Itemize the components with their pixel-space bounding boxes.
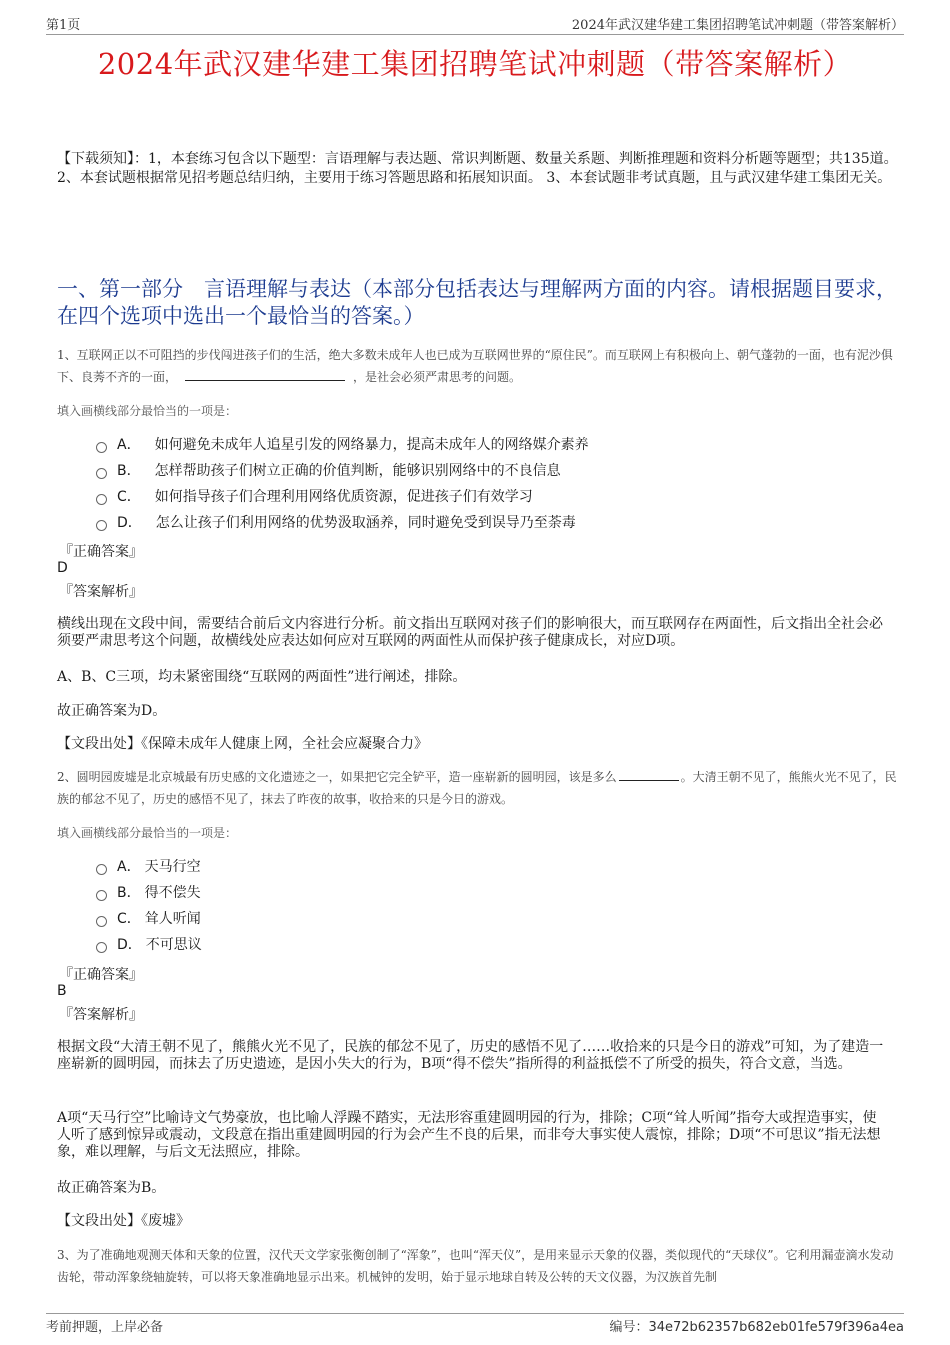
question-2-text-after: 。大清王朝不见了，熊熊火光不见了，民族的郁忿不见了，历史的感悟不见了，抹去了昨夜的故事，收拾来的只是今日的游戏。 bbox=[57, 770, 897, 806]
question-2-prompt: 填入画横线部分最恰当的一项是： bbox=[57, 826, 238, 840]
question-2-option-c[interactable] bbox=[96, 906, 876, 932]
question-1-source: 【文段出处】《保障未成年人健康上网，全社会应凝聚合力》 bbox=[57, 736, 428, 752]
question-2-blank bbox=[619, 768, 679, 781]
question-2-text bbox=[57, 766, 899, 810]
question-2-source: 【文段出处】《废墟》 bbox=[57, 1213, 190, 1229]
question-1-text-after: ，是社会必须严肃思考的问题。 bbox=[353, 370, 522, 384]
radio-icon[interactable] bbox=[96, 494, 107, 505]
radio-icon[interactable] bbox=[96, 442, 107, 453]
question-2-option-a[interactable] bbox=[96, 854, 876, 880]
question-2-analysis-1: 根据文段“大清王朝不见了，熊熊火光不见了，民族的郁忿不见了，历史的感悟不见了……收拾来的只是今日的游戏”可知，为了建造一座崭新的圆明园，而抹去了历史遗迹，是因小失大的行为，B项“得不偿失”指所得的利益抵偿不了所受的损失，符合文意，当选。 bbox=[57, 1039, 884, 1072]
question-2-analysis-tag: 『答案解析』 bbox=[59, 1007, 143, 1023]
question-2-option-d[interactable] bbox=[96, 932, 876, 958]
option-text: 耸人听闻 bbox=[144, 911, 201, 927]
page-header bbox=[46, 12, 904, 35]
question-1-options bbox=[96, 432, 876, 536]
header-doc-title: 2024年武汉建华建工集团招聘笔试冲刺题（带答案解析） bbox=[571, 18, 904, 33]
option-letter: C． bbox=[117, 489, 141, 505]
question-1-option-a[interactable] bbox=[96, 432, 876, 458]
section-title: 一、第一部分 言语理解与表达（本部分包括表达与理解两方面的内容。请根据题目要求，在四个选项中选出一个最恰当的答案。） bbox=[57, 277, 897, 328]
option-text: 如何指导孩子们合理利用网络优质资源，促进孩子们有效学习 bbox=[154, 489, 533, 505]
question-2-options bbox=[96, 854, 876, 958]
footer-code bbox=[609, 1316, 904, 1335]
question-1-text bbox=[57, 344, 899, 388]
question-3-text: 3、为了准确地观测天体和天象的位置，汉代天文学家张衡创制了“浑象”，也叫“浑天仪”，是用来显示天象的仪器，类似现代的“天球仪”。它利用漏壶滴水发动齿轮，带动浑象绕轴旋转，可以将天象准确地显示出来。机械钟的发明，始于显示地球自转及公转的天文仪器，为汉族首先制 bbox=[57, 1248, 894, 1284]
option-letter: B． bbox=[117, 463, 141, 479]
question-1-prompt: 填入画横线部分最恰当的一项是： bbox=[57, 404, 238, 418]
question-1-answer: D bbox=[57, 560, 68, 576]
document-title: 2024年武汉建华建工集团招聘笔试冲刺题（带答案解析） bbox=[97, 47, 853, 81]
question-1-analysis-1: 横线出现在文段中间，需要结合前后文内容进行分析。前文指出互联网对孩子们的影响很大，而互联网存在两面性，后文指出全社会必须要严肃思考这个问题，故横线处应表达如何应对互联网的两面性从而保护孩子健康成长，对应D项。 bbox=[57, 616, 883, 649]
radio-icon[interactable] bbox=[96, 864, 107, 875]
question-2-analysis-2: A项“天马行空”比喻诗文气势豪放，也比喻人浮躁不踏实，无法形容重建圆明园的行为，排除；C项“耸人听闻”指夸大或捏造事实，使人听了感到惊异或震动，文段意在指出重建圆明园的行为会产生不良的后果，而非夸大事实使人震惊，排除；D项“不可思议”指无法想象，难以理解，与后文无法照应，排除。 bbox=[57, 1110, 881, 1160]
option-text: 如何避免未成年人追星引发的网络暴力，提高未成年人的网络媒介素养 bbox=[154, 437, 589, 453]
radio-icon[interactable] bbox=[96, 520, 107, 531]
question-2-option-b[interactable] bbox=[96, 880, 876, 906]
radio-icon[interactable] bbox=[96, 942, 107, 953]
question-1-analysis-2: A、B、C三项，均未紧密围绕“互联网的两面性”进行阐述，排除。 bbox=[57, 669, 467, 685]
question-2-text-before: 2、圆明园废墟是北京城最有历史感的文化遗迹之一，如果把它完全铲平，造一座崭新的圆明园，该是多么 bbox=[57, 770, 617, 784]
question-1-option-b[interactable] bbox=[96, 458, 876, 484]
footer-code-label: 编号： bbox=[609, 1320, 649, 1335]
question-1-answer-tag: 『正确答案』 bbox=[59, 544, 143, 560]
option-letter: A． bbox=[117, 437, 141, 453]
question-2-answer: B bbox=[57, 983, 67, 999]
radio-icon[interactable] bbox=[96, 916, 107, 927]
option-text: 怎样帮助孩子们树立正确的价值判断，能够识别网络中的不良信息 bbox=[154, 463, 561, 479]
page-footer bbox=[46, 1313, 904, 1334]
option-text: 天马行空 bbox=[144, 859, 201, 875]
option-letter: D． bbox=[117, 937, 142, 953]
question-1-analysis-3: 故正确答案为D。 bbox=[57, 703, 167, 719]
question-2-analysis-3: 故正确答案为B。 bbox=[57, 1180, 166, 1196]
radio-icon[interactable] bbox=[96, 890, 107, 901]
question-2-answer-tag: 『正确答案』 bbox=[59, 967, 143, 983]
option-text: 得不偿失 bbox=[144, 885, 201, 901]
option-text: 怎么让孩子们利用网络的优势汲取涵养，同时避免受到误导乃至荼毒 bbox=[155, 515, 576, 531]
page-number: 第1页 bbox=[46, 18, 81, 33]
download-notice: 【下载须知】：1，本套练习包含以下题型：言语理解与表达题、常识判断题、数量关系题、判断推理题和资料分析题等题型；共135道。 2、本套试题根据常见招考题总结归纳，主要用于练习答题思路和拓展知识面。 3、本套试题非考试真题，且与武汉建华建工集团无关。 bbox=[57, 151, 898, 186]
question-1-option-c[interactable] bbox=[96, 484, 876, 510]
option-letter: A． bbox=[117, 859, 141, 875]
footer-slogan: 考前押题，上岸必备 bbox=[46, 1320, 164, 1335]
option-letter: B． bbox=[117, 885, 141, 901]
radio-icon[interactable] bbox=[96, 468, 107, 479]
option-letter: D． bbox=[117, 515, 142, 531]
question-1-blank bbox=[185, 368, 345, 381]
question-1-analysis-tag: 『答案解析』 bbox=[59, 584, 143, 600]
option-letter: C． bbox=[117, 911, 141, 927]
question-1-text-before: 1、互联网正以不可阻挡的步伐闯进孩子们的生活，绝大多数未成年人也已成为互联网世界的“原住民”。而互联网上有积极向上、朝气蓬勃的一面，也有泥沙俱下、良莠不齐的一面， bbox=[57, 348, 893, 384]
footer-code-value: 34e72b62357b682eb01fe579f396a4ea bbox=[648, 1320, 904, 1335]
question-1-option-d[interactable] bbox=[96, 510, 876, 536]
option-text: 不可思议 bbox=[145, 937, 202, 953]
